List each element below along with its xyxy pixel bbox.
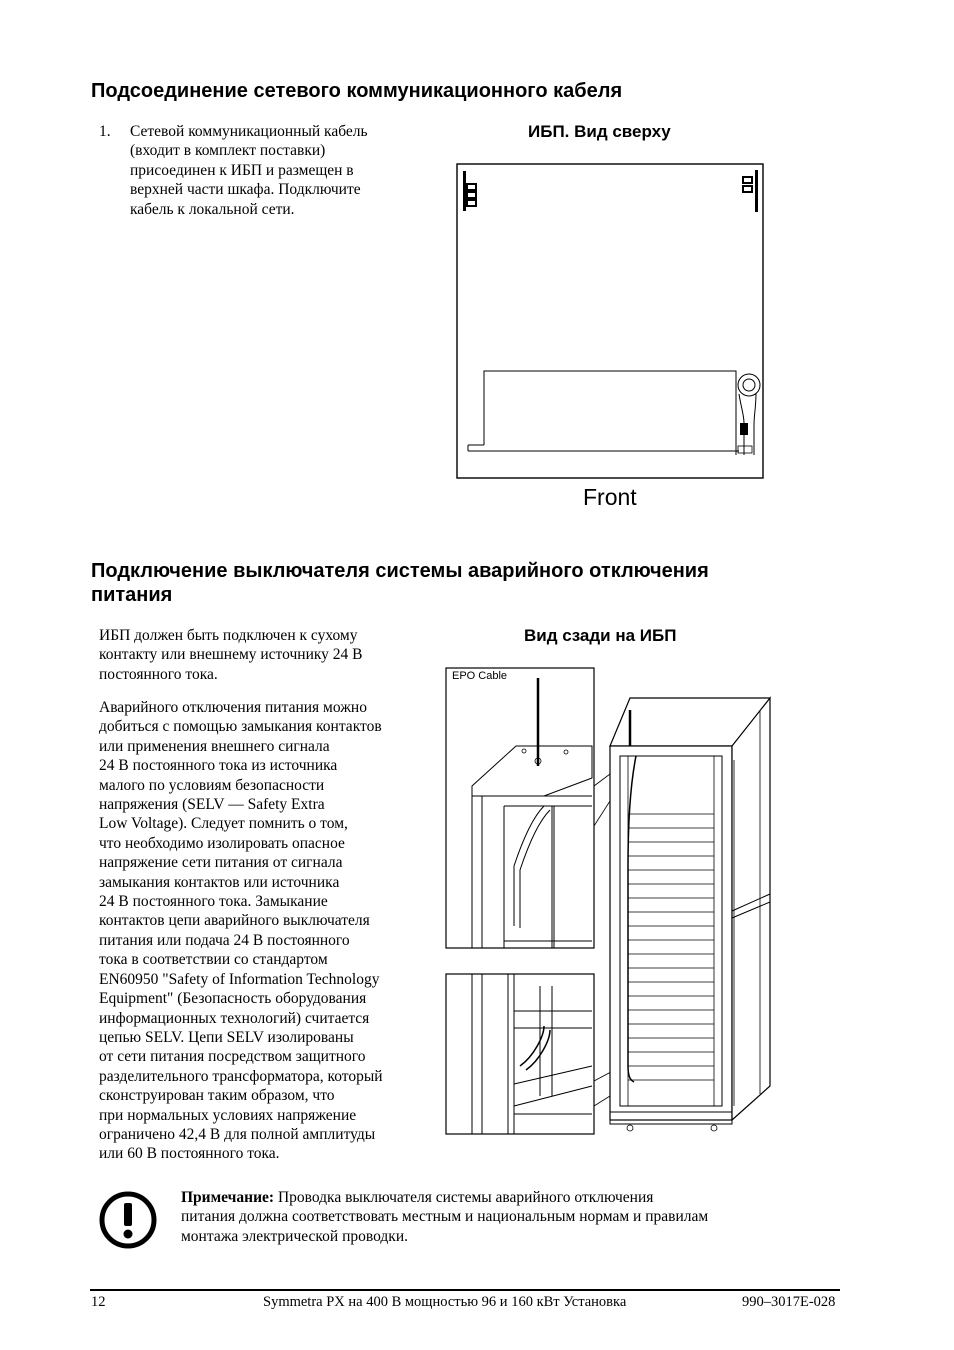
document-title: Symmetra PX на 400 В мощностью 96 и 160 кВт Установка xyxy=(263,1294,627,1310)
text-line: Equipment" (Безопасность оборудования xyxy=(99,990,367,1008)
text-line: добиться с помощью замыкания контактов xyxy=(99,718,382,736)
text-line: сконструирован таким образом, что xyxy=(99,1087,335,1105)
page-number: 12 xyxy=(91,1294,106,1310)
title-line: Подключение выключателя системы аварийного отключения xyxy=(91,560,709,582)
title-line: питания xyxy=(91,584,173,606)
text-line: (входит в комплект поставки) xyxy=(130,142,326,160)
text-line: 24 В постоянного тока из источника xyxy=(99,757,338,775)
text-line: кабель к локальной сети. xyxy=(130,200,295,218)
document-code: 990–3017E-028 xyxy=(742,1294,836,1310)
text-line: что необходимо изолировать опасное xyxy=(99,834,345,852)
step-number: 1. xyxy=(99,123,111,140)
text-line: цепью SELV. Цепи SELV изолированы xyxy=(99,1028,354,1046)
ups-top-view-diagram xyxy=(456,163,768,483)
paragraph-1 xyxy=(99,626,434,684)
text-line: EN60950 "Safety of Information Technology xyxy=(99,970,380,988)
step-1-text xyxy=(130,122,430,219)
text-line: при нормальных условиях напряжение xyxy=(99,1106,357,1124)
paragraph-2 xyxy=(99,698,434,1164)
text-line: постоянного тока. xyxy=(99,665,218,683)
text-line: от сети питания посредством защитного xyxy=(99,1048,366,1066)
text-line: или 60 В постоянного тока. xyxy=(99,1145,280,1163)
exclamation-circle-icon xyxy=(98,1190,158,1250)
note-first-line: Проводка выключателя системы аварийного отключения xyxy=(274,1189,654,1206)
text-line: напряжения (SELV — Safety Extra xyxy=(99,796,325,814)
text-line: тока в соответствии со стандартом xyxy=(99,951,328,969)
figure-caption-top-view: ИБП. Вид сверху xyxy=(528,122,671,141)
footer-divider xyxy=(90,1289,840,1291)
section-title-network-cable: Подсоединение сетевого коммуникационного кабеля xyxy=(91,80,623,102)
text-line: информационных технологий) считается xyxy=(99,1009,370,1027)
text-line: или применения внешнего сигнала xyxy=(99,737,330,755)
figure-caption-rear-view: Вид сзади на ИБП xyxy=(524,626,677,645)
ups-rear-view-diagram xyxy=(444,666,780,1138)
text-line: замыкания контактов или источника xyxy=(99,873,340,891)
note-label: Примечание: xyxy=(181,1189,275,1206)
front-label: Front xyxy=(583,484,637,510)
section-title-epo xyxy=(91,559,709,607)
text-line: контактов цепи аварийного выключателя xyxy=(99,912,370,930)
note-text xyxy=(181,1188,821,1246)
text-line: верхней части шкафа. Подключите xyxy=(130,181,361,199)
text-line: разделительного трансформатора, который xyxy=(99,1067,383,1085)
text-line: питания должна соответствовать местным и национальным нормам и правилам xyxy=(181,1208,709,1226)
text-line: малого по условиям безопасности xyxy=(99,776,325,794)
text-line: Аварийного отключения питания можно xyxy=(99,699,367,716)
text-line: питания или подача 24 В постоянного xyxy=(99,931,350,949)
epo-cable-label: EPO Cable xyxy=(452,670,508,682)
text-line: контакту или внешнему источнику 24 В xyxy=(99,646,363,664)
text-line: 24 В постоянного тока. Замыкание xyxy=(99,893,328,911)
text-line: Low Voltage). Следует помнить о том, xyxy=(99,815,348,833)
text-line: ИБП должен быть подключен к сухому xyxy=(99,627,358,644)
text-line: Сетевой коммуникационный кабель xyxy=(130,123,368,140)
text-line: монтажа электрической проводки. xyxy=(181,1227,408,1245)
text-line: ограничено 42,4 В для полной амплитуды xyxy=(99,1125,376,1143)
text-line: напряжение сети питания от сигнала xyxy=(99,854,343,872)
text-line: присоединен к ИБП и размещен в xyxy=(130,161,354,179)
